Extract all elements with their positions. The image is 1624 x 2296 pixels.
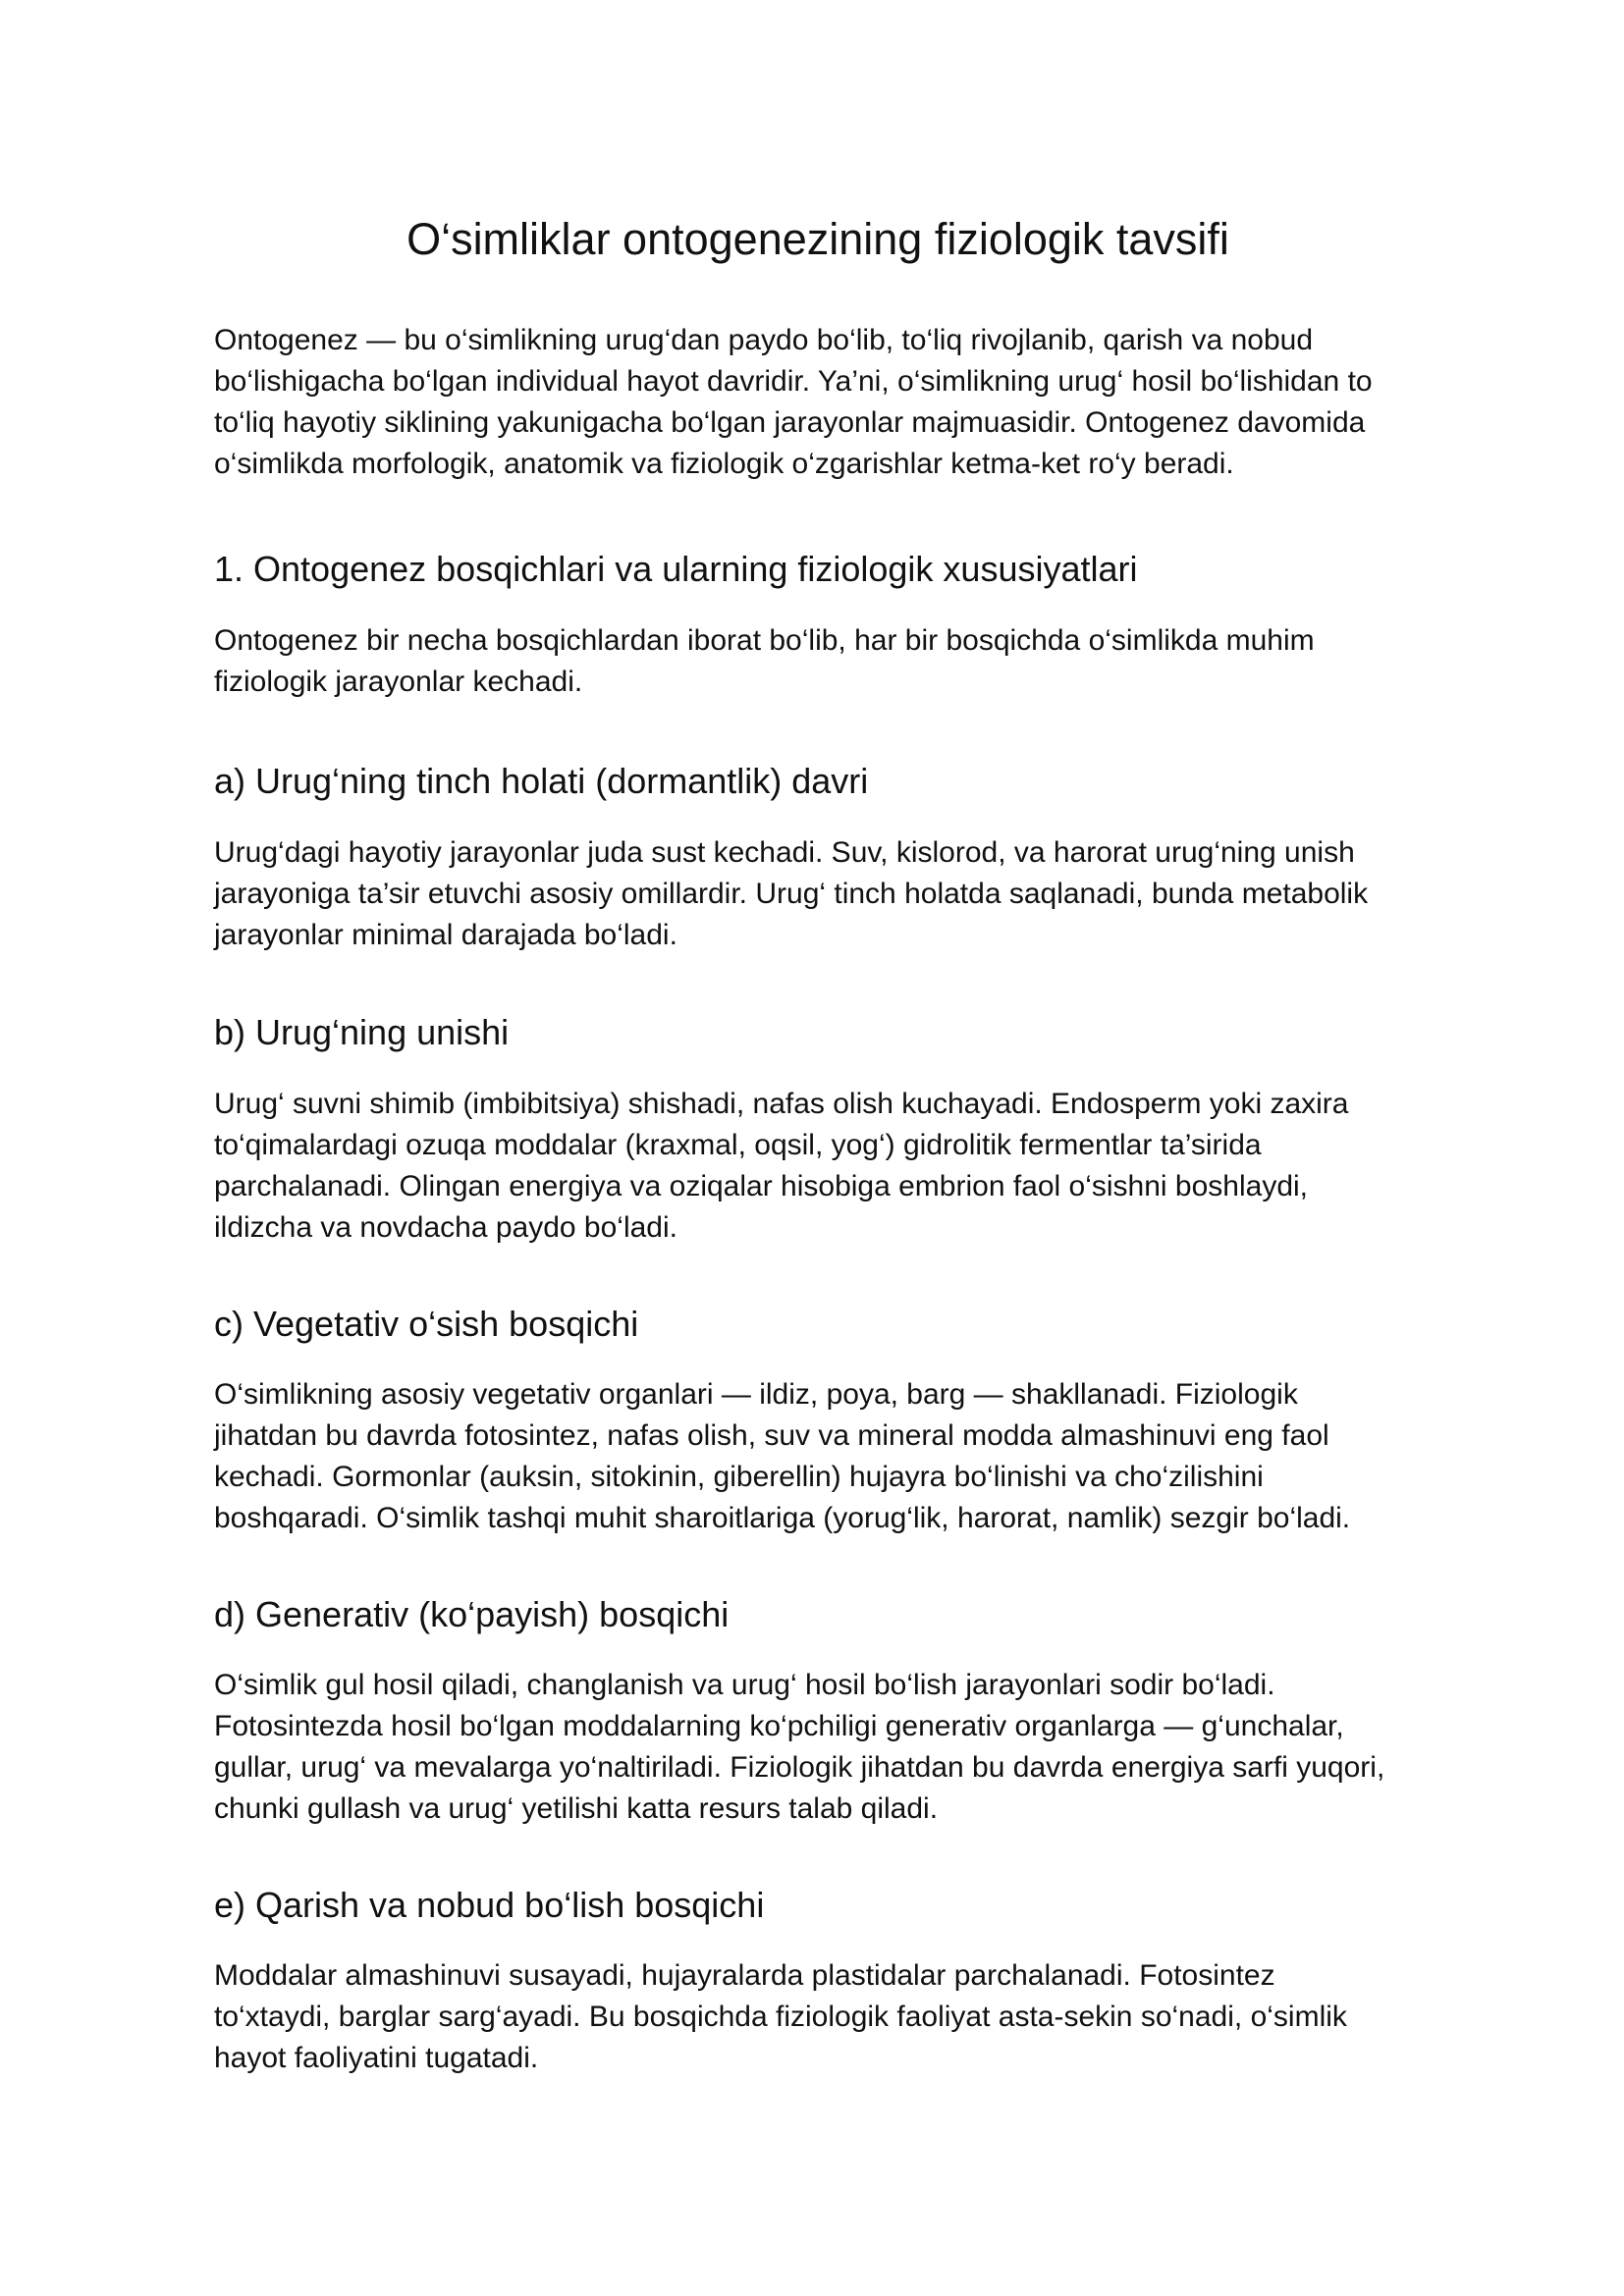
subsection-a-heading: a) Urug‘ning tinch holati (dormantlik) davri [214, 761, 869, 801]
paragraph-line: parchalanadi. Olingan energiya va oziqalar hisobiga embrion faol o‘sishni boshlaydi, [214, 1170, 1309, 1202]
paragraph-line: to‘qimalardagi ozuqa moddalar (kraxmal, oqsil, yog‘) gidrolitik fermentlar ta’sirida [214, 1129, 1262, 1161]
subsection-e-heading: e) Qarish va nobud bo‘lish bosqichi [214, 1885, 765, 1925]
intro-paragraph [214, 320, 1432, 485]
paragraph-line: Urug‘ suvni shimib (imbibitsiya) shishadi, nafas olish kuchayadi. Endosperm yoki zaxira [214, 1088, 1349, 1120]
paragraph-line: jarayoniga ta’sir etuvchi asosiy omillardir. Urug‘ tinch holatda saqlanadi, bunda metabolik [214, 878, 1369, 910]
paragraph-line: boshqaradi. O‘simlik tashqi muhit sharoitlariga (yorug‘lik, harorat, namlik) sezgir bo‘ladi. [214, 1502, 1351, 1534]
subsection-b-heading: b) Urug‘ning unishi [214, 1012, 510, 1052]
paragraph-line: hayot faoliyatini tugatadi. [214, 2042, 539, 2074]
paragraph-line: fiziologik jarayonlar kechadi. [214, 666, 583, 698]
paragraph-line: jihatdan bu davrda fotosintez, nafas olish, suv va mineral modda almashinuvi eng faol [214, 1419, 1329, 1452]
subsection-a-paragraph [214, 832, 1432, 956]
subsection-e-paragraph [214, 1955, 1432, 2079]
paragraph-line: Moddalar almashinuvi susayadi, hujayralarda plastidalar parchalanadi. Fotosintez [214, 1959, 1275, 1992]
subsection-d-heading: d) Generativ (ko‘payish) bosqichi [214, 1594, 730, 1634]
subsection-c-paragraph [214, 1374, 1432, 1539]
paragraph-line: kechadi. Gormonlar (auksin, sitokinin, giberellin) hujayra bo‘linishi va cho‘zilishini [214, 1461, 1264, 1493]
paragraph-line: Fotosintezda hosil bo‘lgan moddalarning ko‘pchiligi generativ organlarga — g‘unchalar, [214, 1710, 1344, 1742]
intro-line: Ontogenez — bu o‘simlikning urug‘dan paydo bo‘lib, to‘liq rivojlanib, qarish va nobud [214, 324, 1314, 356]
document-title: O‘simliklar ontogenezining fiziologik tavsifi [406, 214, 1229, 264]
section-1-paragraph [214, 620, 1432, 703]
paragraph-line: Urug‘dagi hayotiy jarayonlar juda sust kechadi. Suv, kislorod, va harorat urug‘ning unish [214, 836, 1355, 869]
subsection-c-heading: c) Vegetativ o‘sish bosqichi [214, 1304, 639, 1344]
subsection-b-paragraph [214, 1084, 1432, 1249]
section-1-heading: 1. Ontogenez bosqichlari va ularning fiziologik xususiyatlari [214, 549, 1138, 589]
paragraph-line: Ontogenez bir necha bosqichlardan iborat bo‘lib, har bir bosqichda o‘simlikda muhim [214, 624, 1315, 657]
subsection-d-paragraph [214, 1665, 1432, 1830]
paragraph-line: jarayonlar minimal darajada bo‘ladi. [214, 919, 677, 951]
paragraph-line: ildizcha va novdacha paydo bo‘ladi. [214, 1211, 677, 1244]
paragraph-line: chunki gullash va urug‘ yetilishi katta resurs talab qiladi. [214, 1792, 939, 1825]
intro-line: o‘simlikda morfologik, anatomik va fiziologik o‘zgarishlar ketma-ket ro‘y beradi. [214, 448, 1234, 480]
intro-line: to‘liq hayotiy siklining yakunigacha bo‘lgan jarayonlar majmuasidir. Ontogenez davomida [214, 406, 1366, 439]
paragraph-line: gullar, urug‘ va mevalarga yo‘naltiriladi. Fiziologik jihatdan bu davrda energiya sarfi yuqori, [214, 1751, 1385, 1784]
paragraph-line: O‘simlik gul hosil qiladi, changlanish va urug‘ hosil bo‘lish jarayonlari sodir bo‘ladi. [214, 1669, 1275, 1701]
paragraph-line: to‘xtaydi, barglar sarg‘ayadi. Bu bosqichda fiziologik faoliyat asta-sekin so‘nadi, o‘simlik [214, 2001, 1347, 2033]
paragraph-line: O‘simlikning asosiy vegetativ organlari — ildiz, poya, barg — shakllanadi. Fiziologik [214, 1378, 1298, 1411]
intro-line: bo‘lishigacha bo‘lgan individual hayot davridir. Ya’ni, o‘simlikning urug‘ hosil bo‘lishidan to [214, 365, 1373, 398]
